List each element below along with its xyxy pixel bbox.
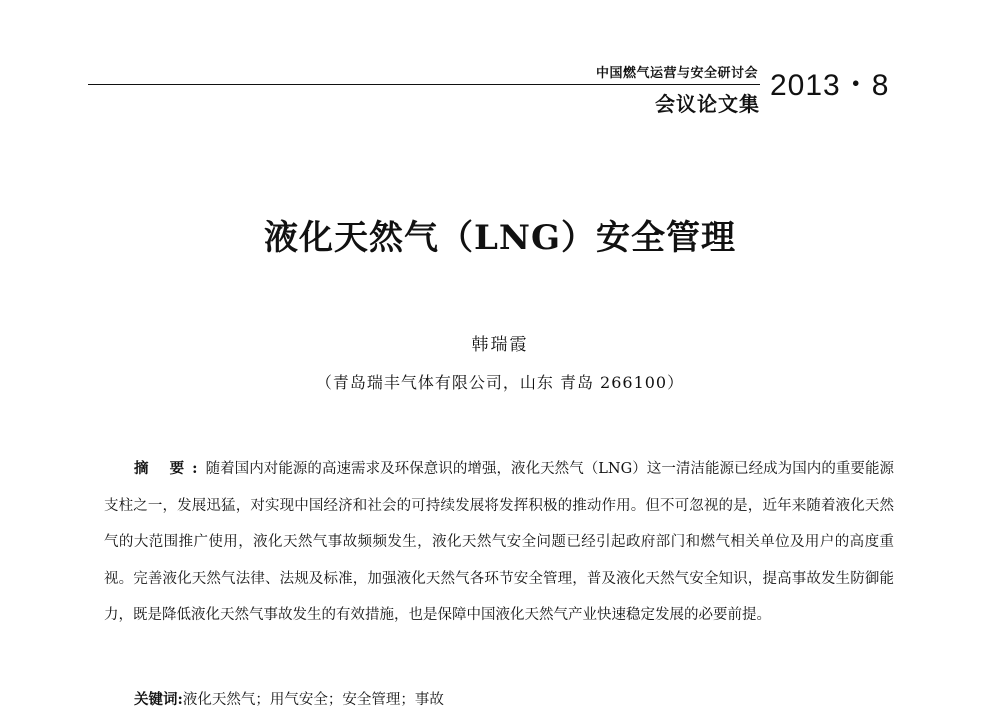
header-rule [88,84,760,85]
keywords [134,688,444,709]
keywords-text: 液化天然气；用气安全；安全管理；事故 [182,692,444,708]
abstract-label: 摘 要: [134,460,206,477]
author-affiliation: （青岛瑞丰气体有限公司，山东 青岛 266100） [315,373,685,392]
author-name: 韩瑞霞 [471,335,529,355]
issue-number: 2013・8 [770,69,890,102]
keywords-label: 关键词: [134,691,183,708]
proceedings-label: 会议论文集 [655,92,760,116]
abstract-text: 随着国内对能源的高速需求及环保意识的增强，液化天然气（LNG）这一清洁能源已经成为国内的重要能源支柱之一，发展迅猛，对实现中国经济和社会的可持续发展将发挥积极的推动作用。但不可忽视的是，近年来随着液化天然气的大范围推广使用，液化天然气事故频频发生，液化天然气安全问题已经引起政府部门和燃气相关单位及用户的高度重视。完善液化天然气法律、法规及标准，加强液化天然气各环节安全管理，普及液化天然气安全知识，提高事故发生防御能力，既是降低液化天然气事故发生的有效措施，也是保障中国液化天然气产业快速稳定发展的必要前提。 [104,461,894,624]
conference-name: 中国燃气运营与安全研讨会 [595,66,758,81]
abstract [104,451,894,634]
paper-title: 液化天然气（LNG）安全管理 [263,218,737,258]
